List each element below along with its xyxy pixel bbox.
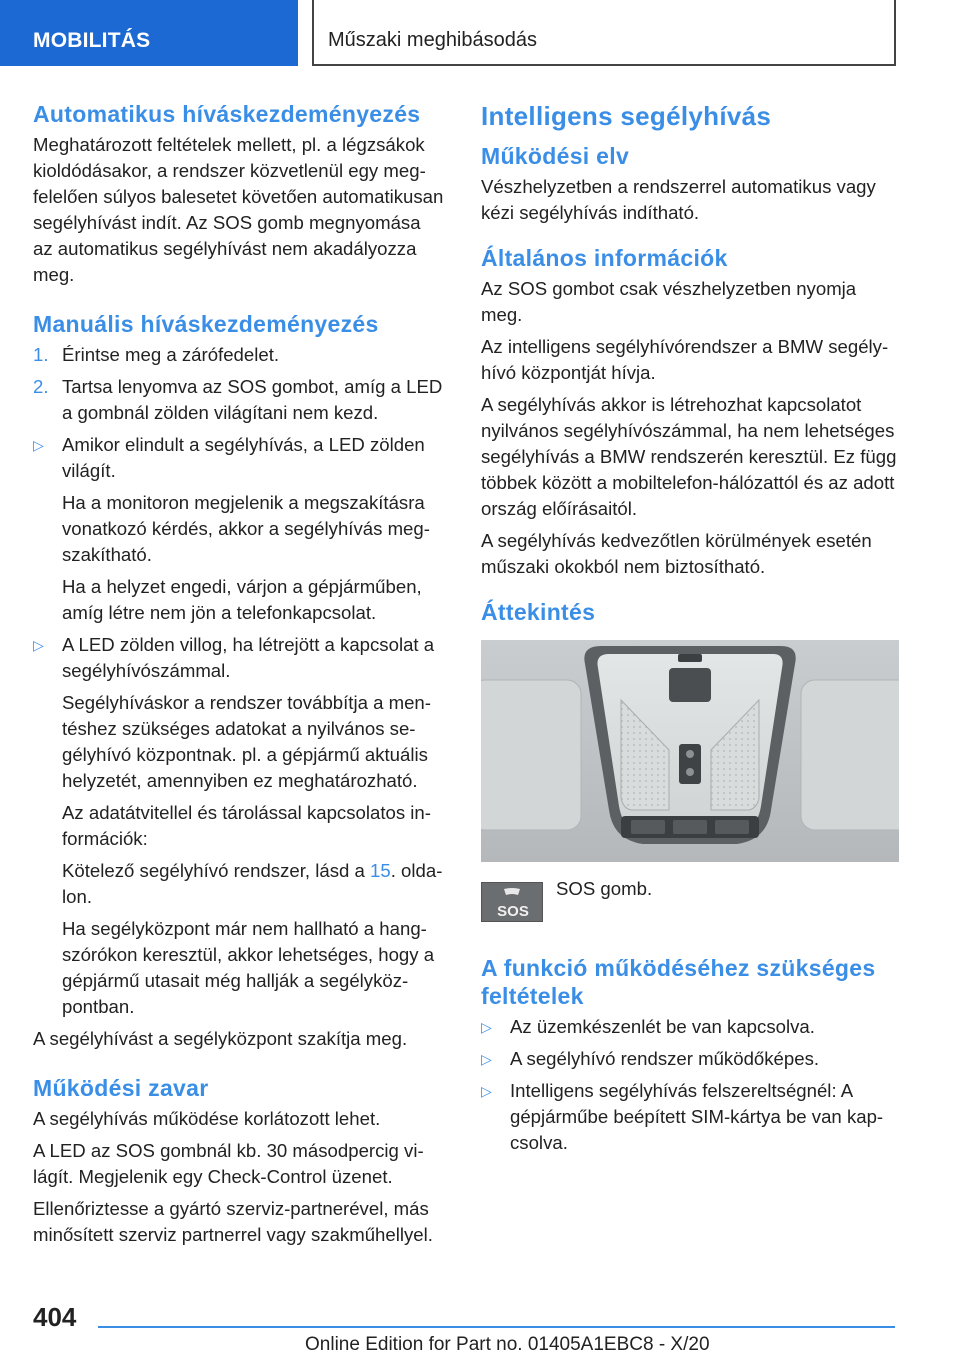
triangle-bullet-icon: ▷ [481,1019,492,1035]
heading-overview: Áttekintés [481,599,596,625]
step-text: Tartsa lenyomva az SOS gombot, amíg a LED a gombnál zölden világítani nem kezd. [62,376,443,423]
paragraph-general: A segélyhívás kedvezőtlen körülmények esetén műszaki okokból nem biztosítható. [481,530,872,577]
overhead-console-illustration [481,640,899,862]
chapter-title: Műszaki meghibásodás [312,0,896,66]
heading-principle: Működési elv [481,143,630,169]
heading-general-info: Általános információk [481,245,728,271]
bullet-text: A LED zölden villog, ha létrejött a kapcsolat a segélyhívószámmal. [62,634,435,681]
paragraph-malfunction: A segélyhívás működése korlátozott lehet. [33,1108,381,1129]
page-reference-link[interactable]: 15 [370,860,391,881]
heading-malfunction: Működési zavar [33,1075,209,1101]
requirement-text: Az üzemkészenlét be van kapcsolva. [510,1016,815,1037]
sos-phone-icon [481,882,543,922]
reference-text: . oldalon. [62,860,443,907]
sos-phone-glyph [482,883,544,923]
heading-manual-call: Manuális híváskezdeményezés [33,311,379,337]
step-number: 2. [33,376,49,397]
bullet-text: Amikor elindult a segélyhívás, a LED zölden világít. [62,434,425,481]
requirement-text: Intelligens segélyhívás felszereltségnél: A gépjárműbe beépített SIM-kártya be van kapcsolva. [510,1080,884,1153]
triangle-bullet-icon: ▷ [481,1083,492,1099]
triangle-bullet-icon: ▷ [33,437,44,453]
indented-paragraph: Ha segélyközpont már nem hallható a hangszórókon keresztül, akkor lehetséges, hogy a gépjármű utasait még hallják a segélyközpontban. [62,918,435,1017]
sos-icon-label: SOS [497,903,529,920]
indented-paragraph: Segélyhíváskor a rendszer továbbítja a mentéshez szükséges adatokat a nyilvános segélyhívó központnak. pl. a gépjármű aktuális helyzetét, amennyiben ez meghatározható. [62,692,431,791]
triangle-bullet-icon: ▷ [481,1051,492,1067]
requirement-item [481,1078,899,1156]
paragraph-malfunction: A LED az SOS gombnál kb. 30 másodpercig világít. Megjelenik egy Check-Control üzenet. [33,1140,424,1187]
step-number: 1. [33,344,49,365]
paragraph-principle: Vészhelyzetben a rendszerrel automatikus vagy kézi segélyhívás indítható. [481,176,876,223]
indented-paragraph: Ha a helyzet engedi, várjon a gépjárműben, amíg létre nem jön a telefonkapcsolat. [62,576,422,623]
indented-paragraph: Ha a monitoron megjelenik a megszakításra vonatkozó kérdés, akkor a segélyhívás megszakítható. [62,492,430,565]
reference-text: Kötelező segélyhívó rendszer, lásd a [62,860,371,881]
triangle-bullet-icon: ▷ [33,637,44,653]
bullet-item [33,632,445,684]
page-number: 404 [33,1302,77,1332]
left-column [33,100,445,1254]
sos-caption: SOS gomb. [556,878,653,899]
paragraph-malfunction: Ellenőriztesse a gyártó szerviz-partnerével, más minősített szerviz partnerrel vagy szakműhellyel. [33,1198,433,1245]
paragraph-general: Az SOS gombot csak vészhelyzetben nyomja meg. [481,278,857,325]
paragraph-general: A segélyhívás akkor is létrehozhat kapcsolatot nyilvános segélyhívószámmal, ha nem lehetséges segélyhívás a BMW rendszerén keresztül. Ez függ többek között a mobiltelefon-hálózattól és az adott ország előírásaitól. [481,394,897,519]
footer-divider [98,1326,895,1328]
right-column [481,100,899,1162]
requirement-item [481,1046,899,1072]
requirement-text: A segélyhívó rendszer működőképes. [510,1048,820,1069]
sos-legend [481,878,899,944]
heading-automatic-call: Automatikus híváskezdeményezés [33,101,421,127]
paragraph-general: Az intelligens segélyhívórendszer a BMW segélyhívó központját hívja. [481,336,889,383]
overhead-console-photo [481,640,899,862]
paragraph-automatic-call: Meghatározott feltételek mellett, pl. a légzsákok kioldódásakor, a rendszer közvetlenül egy megfelelően súlyos balesetet követően automatikusan segélyhívást indít. Az SOS gomb megnyomása az automatikus segélyhívást nem akadályozza meg. [33,134,444,285]
edition-note: Online Edition for Part no. 01405A1EBC8 - X/20 [305,1334,710,1355]
bullet-item [33,432,445,484]
requirement-item [481,1014,899,1040]
indented-paragraph: Az adatátvitellel és tárolással kapcsolatos információk: [62,802,431,849]
heading-requirements: A funkció működéséhez szükséges feltételek [481,955,876,1009]
page-header [0,0,960,66]
step-item [33,374,445,426]
section-tab: MOBILITÁS [0,0,298,66]
indented-paragraph [33,858,445,910]
paragraph-call-end: A segélyhívást a segélyközpont szakítja meg. [33,1028,408,1049]
step-text: Érintse meg a zárófedelet. [62,344,280,365]
heading-intelligent-call: Intelligens segélyhívás [481,101,772,131]
step-item [33,342,445,368]
